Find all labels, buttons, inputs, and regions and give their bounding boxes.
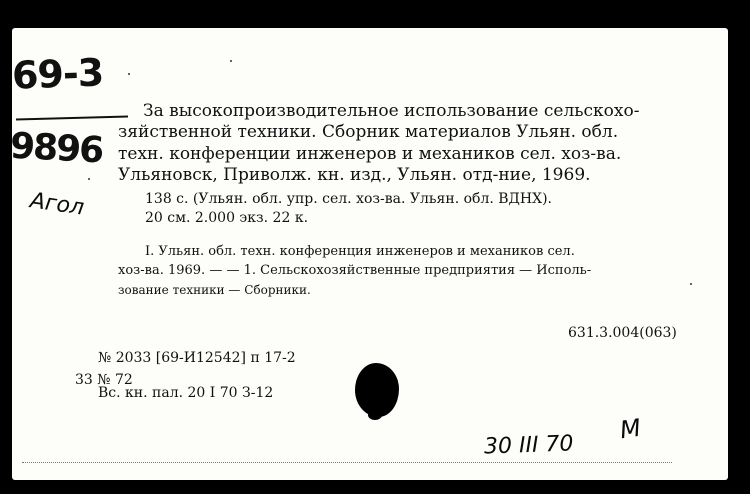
bottom-dotted-rule [22, 462, 672, 463]
call-number-top: 69-3 [11, 50, 104, 98]
tracing-line-2: хоз-ва. 1969. — — 1. Сельскохозяйственные предприятия — Исполь- [118, 263, 592, 278]
ink-blot [355, 363, 399, 417]
registry-line-3: Вс. кн. пал. 20 I 70 З-12 [98, 385, 274, 401]
handwritten-date-note: 30 III 70 [483, 431, 574, 460]
ink-drip [368, 410, 382, 420]
registry-line-1: № 2033 [69-И12542] п 17-2 [98, 350, 296, 366]
paper-speck [128, 73, 130, 75]
handwritten-margin-note: Агол [28, 188, 86, 221]
description-line-4: Ульяновск, Приволж. кн. изд., Ульян. отд-ние, 1969. [118, 165, 591, 185]
tracing-line-3: зование техники — Сборники. [118, 283, 311, 297]
registry-line-2: 33 № 72 [75, 372, 133, 388]
collation-line-2: 20 см. 2.000 экз. 22 к. [145, 210, 309, 226]
description-line-1: За высокопроизводительное использование сельскохо- [143, 101, 640, 121]
description-line-3: техн. конференции инженеров и механиков сел. хоз-ва. [118, 144, 622, 164]
handwritten-signature: М [618, 413, 643, 445]
paper-speck [230, 60, 232, 62]
paper-speck [690, 283, 692, 285]
description-line-2: зяйственной техники. Сборник материалов Ульян. обл. [118, 122, 619, 142]
classification-code: 631.3.004(063) [568, 325, 677, 341]
tracing-line-1: I. Ульян. обл. техн. конференция инженеров и механиков сел. [145, 244, 575, 259]
collation-line-1: 138 с. (Ульян. обл. упр. сел. хоз-ва. Ульян. обл. ВДНХ). [145, 191, 552, 207]
paper-speck [88, 178, 90, 180]
call-number-bottom: 9896 [8, 125, 104, 172]
